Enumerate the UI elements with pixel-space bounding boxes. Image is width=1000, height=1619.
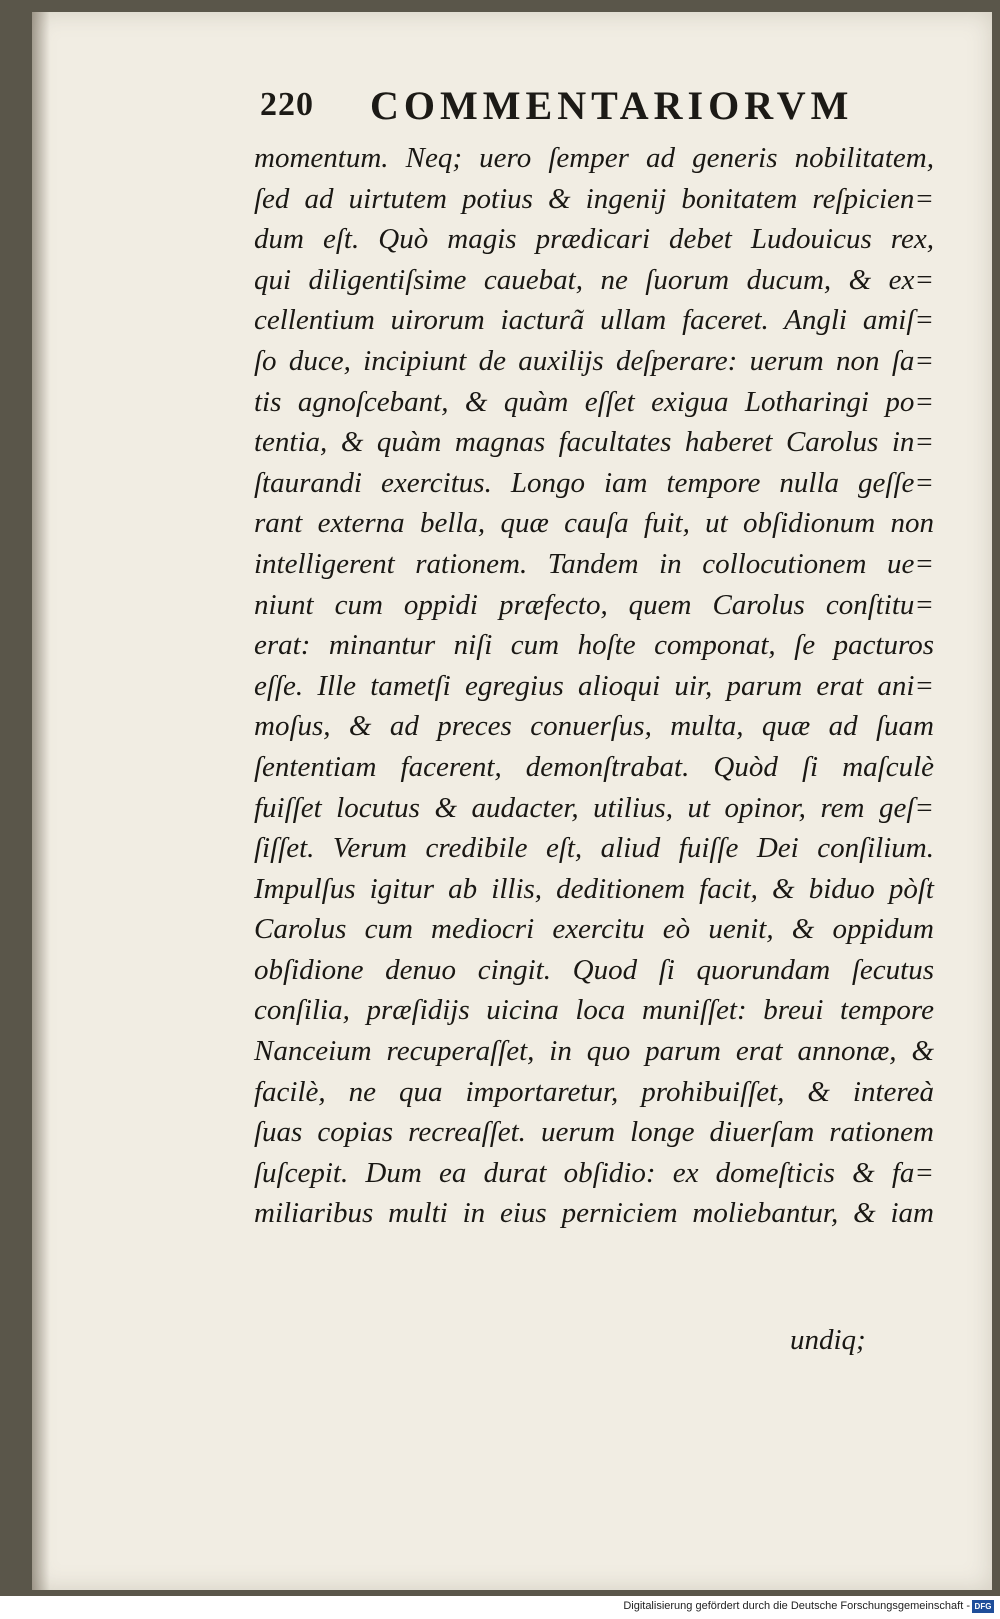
page-header xyxy=(260,82,910,134)
text-line: ſed ad uirtutem potius & ingenij bonitatem reſpicien= xyxy=(254,182,934,215)
text-line: ſiſſet. Verum credibile eſt, aliud fuiſſe Dei conſilium. xyxy=(254,832,934,865)
text-line: intelligerent rationem. Tandem in collocutionem ue= xyxy=(254,547,934,580)
text-line: Nanceium recuperaſſet, in quo parum erat annonæ, & xyxy=(254,1035,934,1068)
text-line: ſuas copias recreaſſet. uerum longe diuerſam rationem xyxy=(254,1116,934,1149)
text-line: facilè, ne qua importaretur, prohibuiſſet, & intereà xyxy=(254,1075,934,1108)
text-line: fuiſſet locutus & audacter, utilius, ut opinor, rem geſ= xyxy=(254,791,934,824)
text-line: rant externa bella, quæ cauſa fuit, ut obſidionum non xyxy=(254,507,934,540)
text-line: erat: minantur niſi cum hoſte componat, ſe pacturos xyxy=(254,629,934,662)
text-line: tis agnoſcebant, & quàm eſſet exigua Lotharingi po= xyxy=(254,385,934,418)
text-line: dum eſt. Quò magis prædicari debet Ludouicus rex, xyxy=(254,223,934,256)
page-number: 220 xyxy=(260,86,314,123)
text-line: conſilia, præſidijs uicina loca muniſſet: breui tempore xyxy=(254,994,934,1027)
text-line: momentum. Neq; uero ſemper ad generis nobilitatem, xyxy=(254,142,934,174)
page-gutter xyxy=(32,12,50,1590)
text-line: ſtaurandi exercitus. Longo iam tempore nulla geſſe= xyxy=(254,466,934,499)
text-line: moſus, & ad preces conuerſus, multa, quæ ad ſuam xyxy=(254,710,934,743)
text-line: ſuſcepit. Dum ea durat obſidio: ex domeſticis & fa= xyxy=(254,1156,934,1189)
text-line: cellentium uirorum iacturã ullam faceret. Angli amiſ= xyxy=(254,304,934,337)
text-line: obſidione denuo cingit. Quod ſi quorundam ſecutus xyxy=(254,953,934,986)
text-line: niunt cum oppidi præfecto, quem Carolus conſtitu= xyxy=(254,588,934,621)
body-text xyxy=(254,138,934,1234)
running-title: COMMENTARIORVM xyxy=(370,83,854,128)
catchword: undiq; xyxy=(790,1324,866,1356)
text-line: qui diligentiſsime cauebat, ne ſuorum ducum, & ex= xyxy=(254,263,934,296)
digitization-credit: Digitalisierung gefördert durch die Deutsche Forschungsgemeinschaft - xyxy=(623,1600,970,1612)
text-line: ſo duce, incipiunt de auxilijs deſperare: uerum non ſa= xyxy=(254,344,934,377)
text-line: Impulſus igitur ab illis, deditionem facit, & biduo pòſt xyxy=(254,872,934,905)
text-line: ſententiam facerent, demonſtrabat. Quòd ſi maſculè xyxy=(254,750,934,783)
dfg-logo: DFG xyxy=(972,1600,994,1613)
text-line: eſſe. Ille tametſi egregius alioqui uir, parum erat ani= xyxy=(254,669,934,702)
text-line: tentia, & quàm magnas facultates haberet Carolus in= xyxy=(254,426,934,459)
text-line: miliaribus multi in eius perniciem moliebantur, & iam xyxy=(254,1197,934,1230)
text-line: Carolus cum mediocri exercitu eò uenit, & oppidum xyxy=(254,913,934,946)
